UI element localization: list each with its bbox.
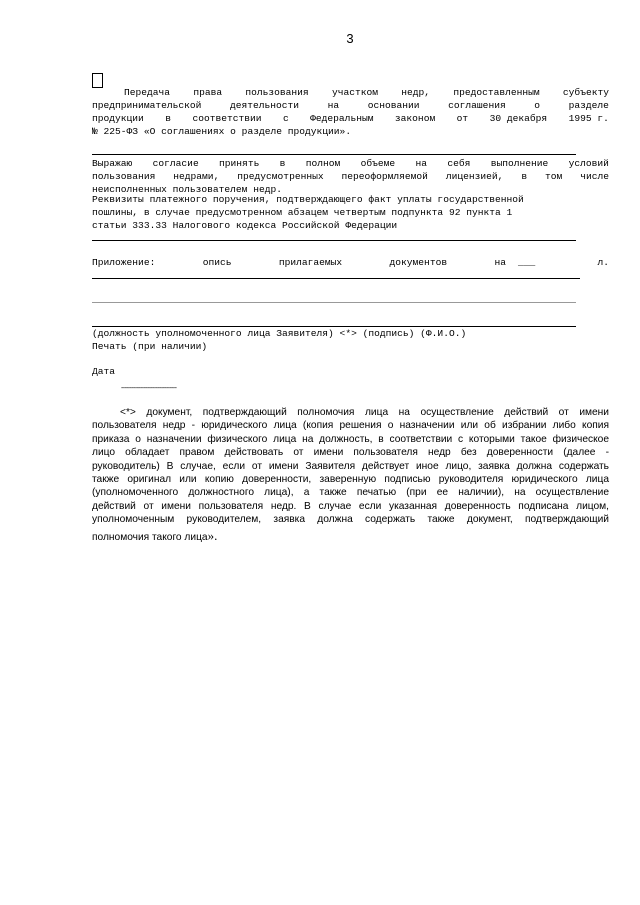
footnote-closing-mark: ».	[207, 527, 218, 543]
date-label: Дата	[92, 366, 116, 377]
payment-line: Реквизиты платежного поручения, подтверждающего факт уплаты государственной	[92, 194, 524, 205]
footnote-line: лицо обладает правом действовать от имени пользователя недр без доверенности (далее -	[92, 447, 609, 459]
option-line: № 225-ФЗ «О соглашениях о разделе продукции».	[92, 126, 352, 137]
consent-word: согласие	[152, 158, 199, 169]
payment-line: пошлины, в случае предусмотренном абзацем четвертым подпункта 92 пункта 1	[92, 207, 513, 218]
footnote-line: руководитель) В случае, если от имени Заявителя действует иное лицо, заявка должна содержать	[92, 460, 609, 472]
option-word: субъекту	[562, 87, 609, 98]
consent-word: числе	[580, 171, 609, 182]
blank-line[interactable]	[92, 302, 576, 303]
consent-word: пользования	[92, 171, 156, 182]
footnote-line: также оригинал или копию доверенности, заверенную подписью руководителя юридического лица	[92, 474, 609, 486]
payment-line: статьи 333.33 Налогового кодекса Российской Федерации	[92, 220, 398, 231]
option-word: основании	[367, 100, 420, 111]
consent-word: принять	[219, 158, 260, 169]
consent-word: объеме	[360, 158, 396, 169]
consent-word: на	[415, 158, 428, 169]
option-word: в	[165, 113, 172, 124]
consent-word: предусмотренных	[237, 171, 324, 182]
option-word: Передача	[124, 87, 171, 98]
option-word: 30 декабря	[489, 113, 548, 124]
consent-word: переоформляемой	[341, 171, 428, 182]
footnote-last-line: полномочия такого лица	[92, 531, 208, 543]
footnote-separator: --------------------------------	[121, 385, 177, 392]
consent-word: в	[279, 158, 286, 169]
option-word: от	[456, 113, 469, 124]
footnote-line: уполномоченным руководителем, заявка должна содержать также документ, подтверждающий	[92, 514, 609, 526]
consent-word: выполнение	[490, 158, 549, 169]
consent-text	[92, 157, 609, 196]
consent-word: себя	[447, 158, 471, 169]
footnote	[92, 406, 609, 544]
payment-field-line[interactable]	[92, 240, 576, 241]
consent-word: Выражаю	[92, 158, 133, 169]
attachment-word: опись	[202, 257, 232, 268]
option-word: предпринимательской	[92, 100, 202, 111]
footnote-line: <*> документ, подтверждающий полномочия лица на осуществление действий от имени	[120, 407, 609, 418]
option-word: пользования	[245, 87, 309, 98]
footnote-line: пользователя недр - юридического лица (копия решения о назначении или об избрании либо копия	[92, 420, 609, 432]
option-word: соглашения	[448, 100, 506, 111]
option-word: участком	[331, 87, 379, 98]
payment-text	[92, 193, 524, 232]
attachment-word: прилагаемых	[278, 257, 343, 268]
attachment-word: Приложение:	[92, 257, 156, 268]
option-word: Федеральным	[310, 113, 374, 124]
option-text	[92, 86, 609, 138]
stamp-label: Печать (при наличии)	[92, 341, 208, 352]
option-word: разделе	[568, 100, 609, 111]
option-word: продукции	[92, 113, 144, 124]
divider	[92, 154, 576, 155]
consent-word: том	[545, 171, 563, 182]
attachment-row	[92, 256, 609, 269]
consent-line: неисполненных пользователем недр.	[92, 184, 282, 195]
option-word: 1995 г.	[568, 113, 609, 124]
option-word: предоставленным	[453, 87, 540, 98]
footnote-line: (уполномоченного должностного лица), а также печатью (при ее наличии), на осуществление	[92, 487, 609, 499]
attachment-word: на	[494, 257, 506, 268]
consent-word: условий	[568, 158, 609, 169]
consent-word: в	[521, 171, 528, 182]
option-word: деятельности	[229, 100, 300, 111]
option-word: с	[282, 113, 289, 124]
option-word: соответствии	[192, 113, 262, 124]
consent-word: недрами,	[173, 171, 220, 182]
option-word: законом	[394, 113, 436, 124]
footnote-line: действий от имени пользователя недр. В случае если указанная доверенность подписана лицом,	[92, 500, 609, 512]
option-word: о	[534, 100, 541, 111]
consent-word: полном	[305, 158, 341, 169]
option-word: права	[193, 87, 223, 98]
footnote-line: приказа о назначении физического лица на должность, в соответствии с которыми такое физическое	[92, 433, 609, 445]
consent-word: лицензией,	[445, 171, 504, 182]
signature-caption: (должность уполномоченного лица Заявителя) <*> (подпись) (Ф.И.О.)	[92, 328, 467, 339]
page-number: 3	[346, 31, 354, 46]
attachment-pages-blank[interactable]: ___	[518, 257, 536, 268]
attachment-word: документов	[389, 257, 448, 268]
option-word: на	[327, 100, 340, 111]
attachment-unit: л.	[597, 257, 609, 268]
option-word: недр,	[401, 87, 431, 98]
attachment-field-line[interactable]	[92, 278, 580, 279]
